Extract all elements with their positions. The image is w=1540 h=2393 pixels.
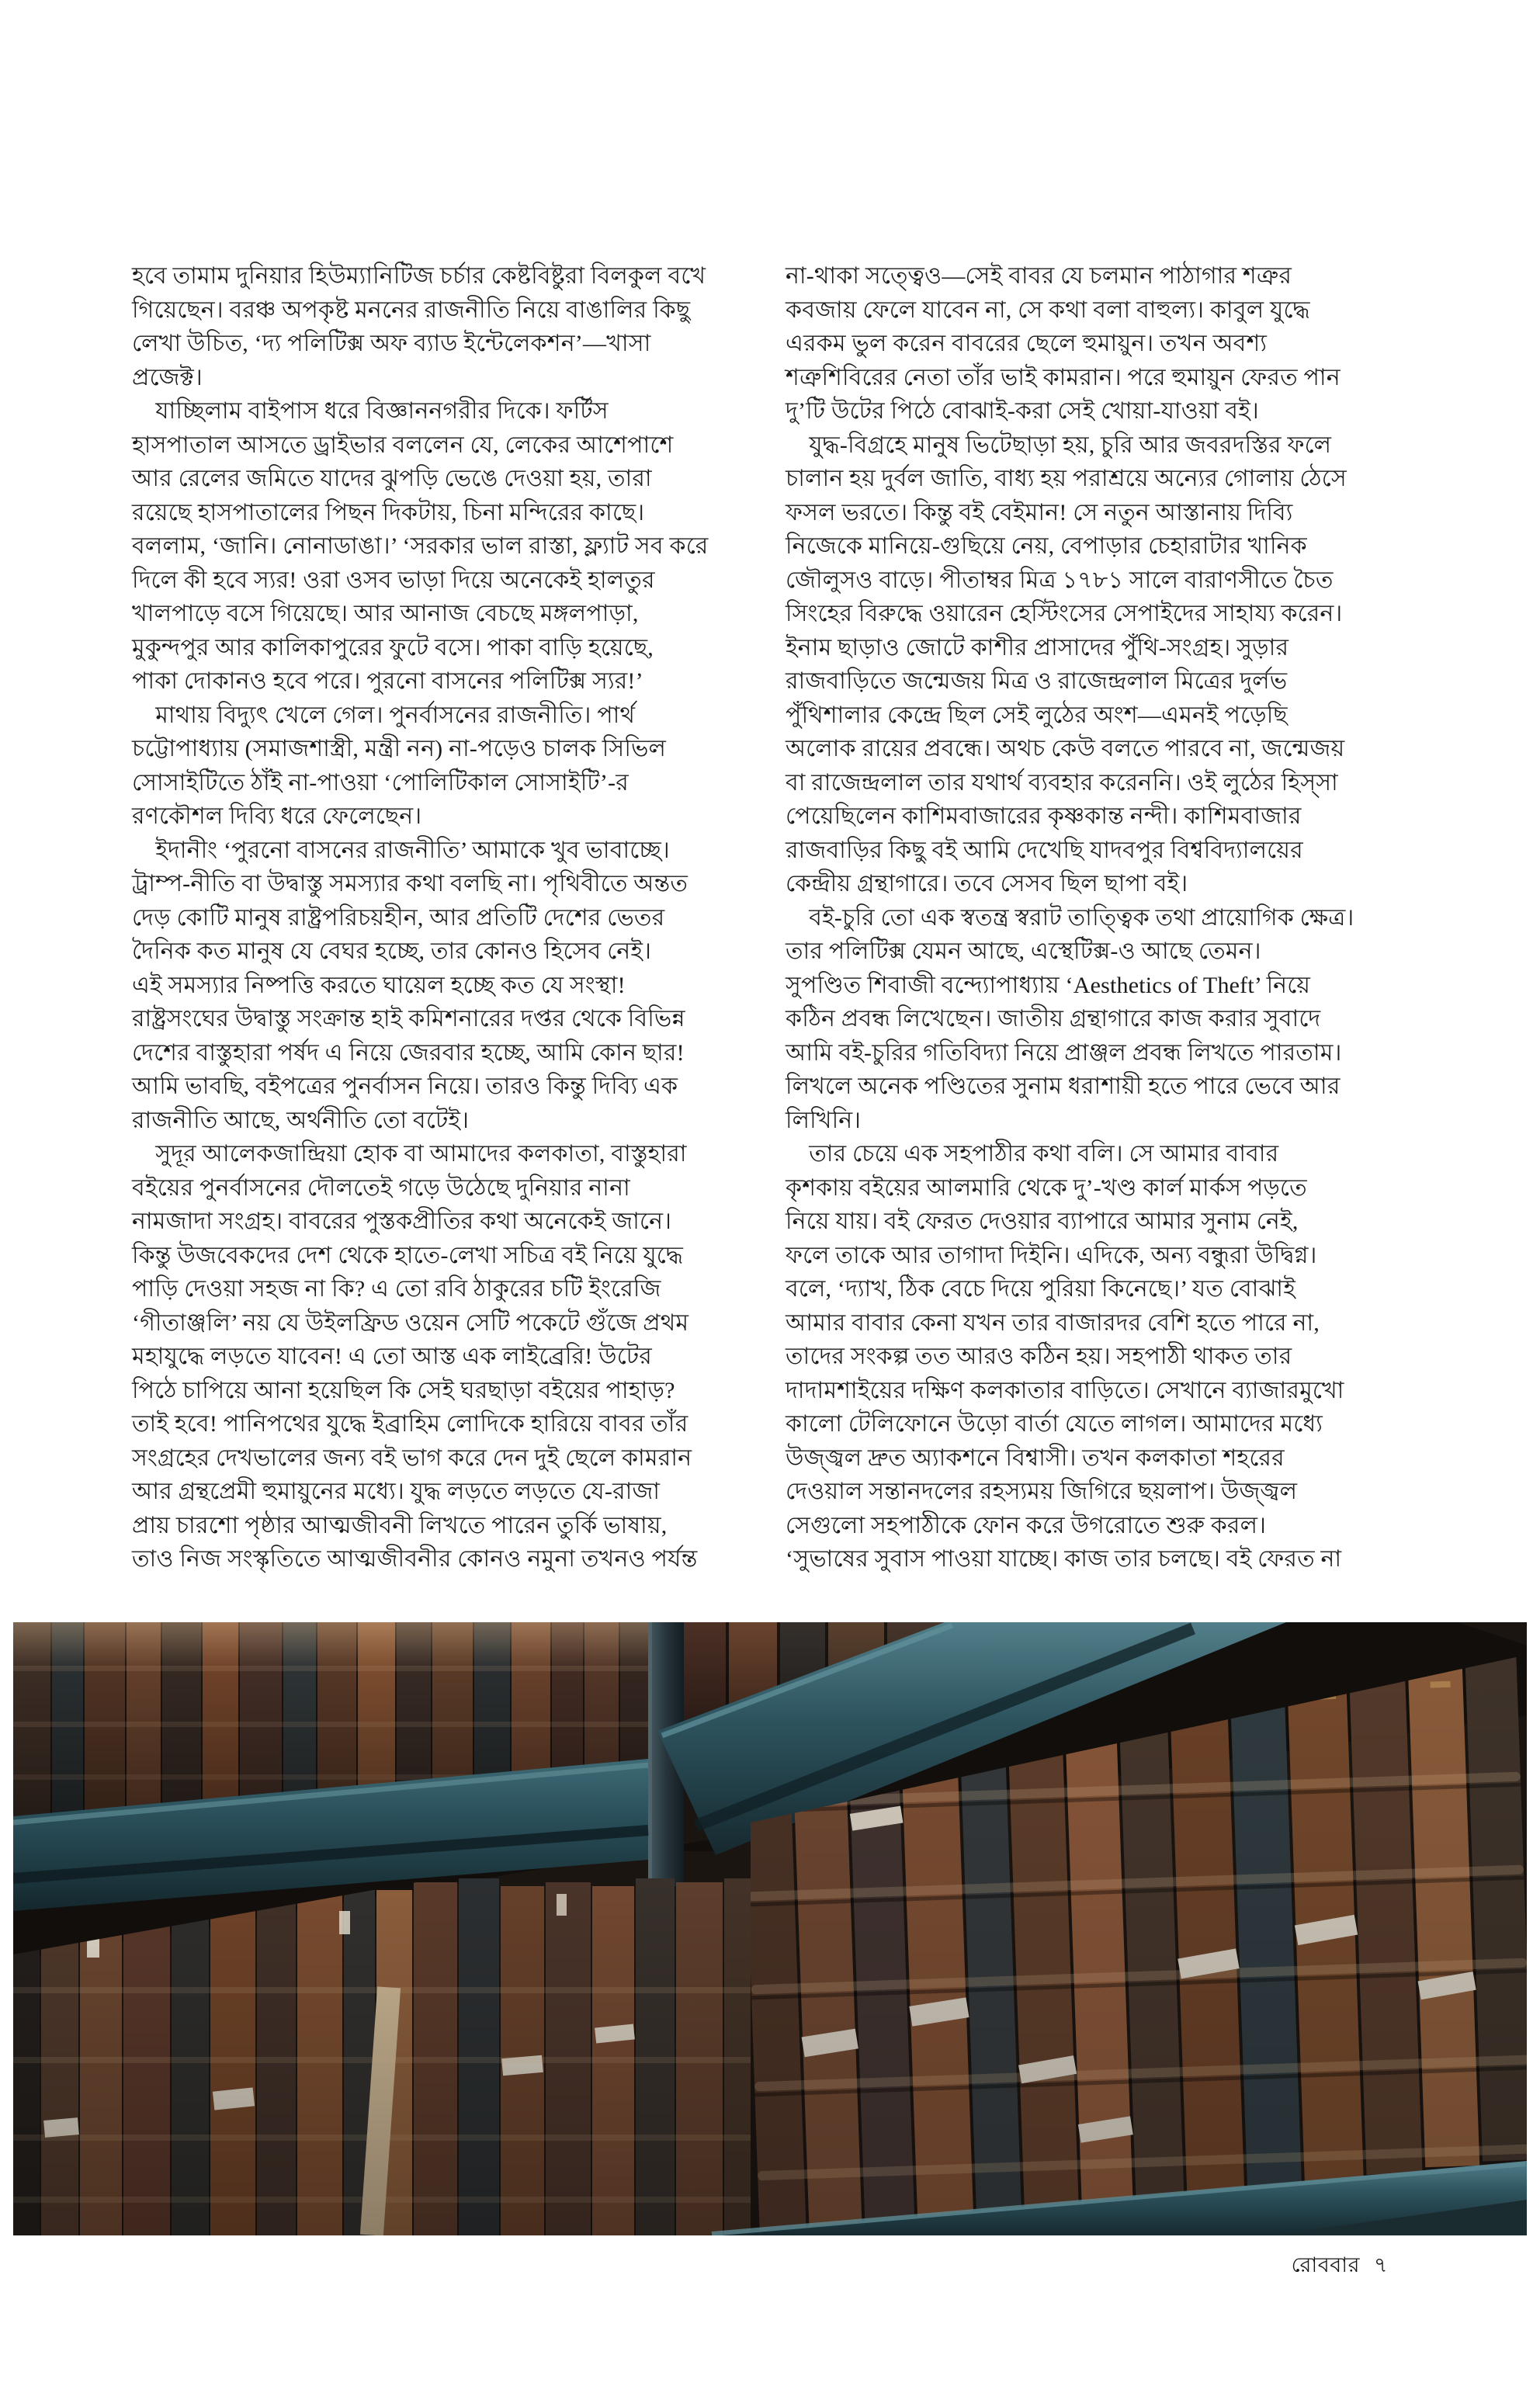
- text-line: মাথায় বিদ্যুৎ খেলে গেল। পুনর্বাসনের রাজনীতি। পার্থ: [132, 702, 636, 728]
- text-line: পাড়ি দেওয়া সহজ না কি? এ তো রবি ঠাকুরের চটি ইংরেজি: [132, 1276, 661, 1302]
- text-line: প্রজেক্ট।: [132, 364, 203, 390]
- text-line: এরকম ভুল করেন বাবরের ছেলে হুমায়ুন। তখন অবশ্য: [786, 331, 1268, 356]
- text-line: সুদূর আলেকজান্দ্রিয়া হোক বা আমাদের কলকাতা, বাস্তুহারা: [132, 1141, 687, 1167]
- text-line: ইদানীং ‘পুরনো বাসনের রাজনীতি’ আমাকে খুব ভাবাচ্ছে।: [132, 837, 670, 863]
- text-line: গিয়েছেন। বরঞ্চ অপকৃষ্ট মননের রাজনীতি নিয়ে বাঙালির কিছু: [132, 297, 691, 323]
- text-line: দেওয়াল সন্তানদলের রহস্যময় জিগিরে ছয়লাপ। উজ্জ্বল: [786, 1479, 1298, 1504]
- text-line: সোসাইটিতে ঠাঁই না-পাওয়া ‘পোলিটিকাল সোসাইটি’-র: [132, 769, 629, 796]
- page-number: ৭: [1373, 2253, 1388, 2277]
- text-line: বই-চুরি তো এক স্বতন্ত্র স্বরাট তাত্ত্বিক তথা প্রায়োগিক ক্ষেত্র।: [786, 904, 1354, 931]
- magazine-name: রোববার: [1291, 2253, 1360, 2277]
- text-line: পুঁথিশালার কেন্দ্রে ছিল সেই লুঠের অংশ—এমনই পড়েছি: [786, 702, 1288, 728]
- text-line: দেশের বাস্তুহারা পর্ষদ এ নিয়ে জেরবার হচ্ছে, আমি কোন ছার!: [132, 1039, 685, 1066]
- text-line: চালান হয় দুর্বল জাতি, বাধ্য হয় পরাশ্রয়ে অন্যের গোলায় ঠেসে: [786, 466, 1347, 491]
- text-line: নামজাদা সংগ্রহ। বাবরের পুস্তকপ্রীতির কথা অনেকেই জানে।: [132, 1209, 672, 1234]
- text-line: প্রায় চারশো পৃষ্ঠার আত্মজীবনী লিখতে পারেন তুর্কি ভাষায়,: [132, 1512, 668, 1538]
- text-line: রাষ্ট্রসংঘের উদ্বাস্তু সংক্রান্ত হাই কমিশনারের দপ্তর থেকে বিভিন্ন: [132, 1006, 685, 1032]
- text-line: বললাম, ‘জানি। নোনাডাঙা।’ ‘সরকার ভাল রাস্তা, ফ্ল্যাট সব করে: [132, 533, 709, 559]
- text-line: রয়েছে হাসপাতালের পিছন দিকটায়, চিনা মন্দিরের কাছে।: [132, 499, 645, 525]
- text-line: তার পলিটিক্স যেমন আছে, এস্থেটিক্স-ও আছে তেমন।: [786, 938, 1261, 964]
- text-line: তার চেয়ে এক সহপাঠীর কথা বলি। সে আমার বাবার: [786, 1141, 1279, 1167]
- text-line: ‘গীতাঞ্জলি’ নয় যে উইলফ্রিড ওয়েন সেটি পকেটে গুঁজে প্রথম: [132, 1309, 689, 1336]
- text-line: লেখা উচিত, ‘দ্য পলিটিক্স অফ ব্যাড ইন্টেলেকশন’—খাসা: [132, 331, 651, 356]
- text-line: তাদের সংকল্প তত আরও কঠিন হয়। সহপাঠী থাকত তার: [786, 1344, 1292, 1369]
- text-line: লিখলে অনেক পণ্ডিতের সুনাম ধরাশায়ী হতে পারে ভেবে আর: [786, 1073, 1341, 1099]
- text-line: কঠিন প্রবন্ধ লিখেছেন। জাতীয় গ্রন্থাগারে কাজ করার সুবাদে: [786, 1006, 1321, 1032]
- text-line: কিন্তু উজবেকদের দেশ থেকে হাতে-লেখা সচিত্র বই নিয়ে যুদ্ধে: [132, 1242, 684, 1268]
- text-line: লিখিনি।: [786, 1107, 862, 1133]
- text-line: দৈনিক কত মানুষ যে বেঘর হচ্ছে, তার কোনও হিসেব নেই।: [132, 938, 652, 964]
- text-line: রাজনীতি আছে, অর্থনীতি তো বটেই।: [132, 1107, 470, 1133]
- text-line: ইনাম ছাড়াও জোটে কাশীর প্রাসাদের পুঁথি-সংগ্রহ। সুড়ার: [786, 634, 1289, 661]
- books-photo: [13, 1622, 1527, 2235]
- text-line: সুপণ্ডিত শিবাজী বন্দ্যোপাধ্যায় ‘Aesthetics of Theft’ নিয়ে: [786, 972, 1311, 998]
- text-line: বইয়ের পুনর্বাসনের দৌলতেই গড়ে উঠেছে দুনিয়ার নানা: [132, 1174, 630, 1201]
- text-line: কালো টেলিফোনে উড়ো বার্তা যেতে লাগল। আমাদের মধ্যে: [786, 1411, 1323, 1437]
- text-line: মহাযুদ্ধে লড়তে যাবেন! এ তো আস্ত এক লাইব্রেরি! উটের: [132, 1344, 653, 1369]
- text-line: দিলে কী হবে স্যর! ওরা ওসব ভাড়া দিয়ে অনেকেই হালতুর: [132, 567, 655, 593]
- text-line: উজ্জ্বল দ্রুত অ্যাকশনে বিশ্বাসী। তখন কলকাতা শহরের: [786, 1444, 1285, 1471]
- text-line: না-থাকা সত্ত্বেও—সেই বাবর যে চলমান পাঠাগার শত্রুর: [786, 263, 1292, 289]
- text-line: রাজবাড়ির কিছু বই আমি দেখেছি যাদবপুর বিশ্ববিদ্যালয়ের: [786, 837, 1303, 863]
- text-line: সংগ্রহের দেখভালের জন্য বই ভাগ করে দেন দুই ছেলে কামরান: [132, 1444, 692, 1471]
- text-line: কৃশকায় বইয়ের আলমারি থেকে দু’-খণ্ড কার্ল মার্কস পড়তে: [786, 1174, 1307, 1201]
- text-line: দাদামশাইয়ের দক্ষিণ কলকাতার বাড়িতে। সেখানে ব্যাজারমুখো: [786, 1377, 1344, 1403]
- text-line: খালপাড়ে বসে গিয়েছে। আর আনাজ বেচছে মঙ্গলপাড়া,: [132, 601, 639, 626]
- text-line: হাসপাতাল আসতে ড্রাইভার বললেন যে, লেকের আশেপাশে: [132, 432, 674, 458]
- text-line: নিয়ে যায়। বই ফেরত দেওয়ার ব্যাপারে আমার সুনাম নেই,: [786, 1209, 1299, 1234]
- text-line: বলে, ‘দ্যাখ, ঠিক বেচে দিয়ে পুরিয়া কিনেছে।’ যত বোঝাই: [786, 1276, 1295, 1302]
- page-footer: [1292, 2249, 1388, 2284]
- text-line: ফলে তাকে আর তাগাদা দিইনি। এদিকে, অন্য বন্ধুরা উদ্বিগ্ন।: [786, 1242, 1317, 1268]
- text-line: বা রাজেন্দ্রলাল তার যথার্থ ব্যবহার করেননি। ওই লুঠের হিস্সা: [786, 769, 1338, 796]
- text-line: ট্রাম্প-নীতি বা উদ্বাস্তু সমস্যার কথা বলছি না। পৃথিবীতে অন্তত: [132, 871, 688, 897]
- text-line: ‘সুভাষের সুবাস পাওয়া যাচ্ছে। কাজ তার চলছে। বই ফেরত না: [786, 1546, 1342, 1572]
- text-line: পাকা দোকানও হবে পরে। পুরনো বাসনের পলিটিক্স স্যর!’: [132, 668, 643, 694]
- text-line: রাজবাড়িতে জন্মেজয় মিত্র ও রাজেন্দ্রলাল মিত্রের দুর্লভ: [786, 668, 1288, 694]
- text-line: কবজায় ফেলে যাবেন না, সে কথা বলা বাহুল্য। কাবুল যুদ্ধে: [786, 297, 1310, 323]
- text-line: সেগুলো সহপাঠীকে ফোন করে উগরোতে শুরু করল।: [786, 1512, 1267, 1538]
- text-line: আমার বাবার কেনা যখন তার বাজারদর বেশি হতে পারে না,: [786, 1309, 1320, 1336]
- text-line: দু’টি উটের পিঠে বোঝাই-করা সেই খোয়া-যাওয়া বই।: [786, 398, 1259, 424]
- text-line: রণকৌশল দিব্যি ধরে ফেলেছেন।: [132, 803, 422, 829]
- text-line: অলোক রায়ের প্রবন্ধে। অথচ কেউ বলতে পারবে না, জন্মেজয়: [786, 736, 1345, 761]
- text-line: এই সমস্যার নিষ্পত্তি করতে ঘায়েল হচ্ছে কত যে সংস্থা!: [132, 972, 626, 998]
- article-column-left: [132, 259, 744, 1576]
- text-line: মুকুন্দপুর আর কালিকাপুরের ফুটে বসে। পাকা বাড়ি হয়েছে,: [132, 634, 654, 661]
- text-line: পেয়েছিলেন কাশিমবাজারের কৃষ্ণকান্ত নন্দী। কাশিমবাজার: [786, 803, 1302, 829]
- text-line: তাও নিজ সংস্কৃতিতে আত্মজীবনীর কোনও নমুনা তখনও পর্যন্ত: [132, 1546, 698, 1572]
- text-line: জৌলুসও বাড়ে। পীতাম্বর মিত্র ১৭৮১ সালে বারাণসীতে চৈত: [786, 567, 1334, 593]
- text-line: কেন্দ্রীয় গ্রন্থাগারে। তবে সেসব ছিল ছাপা বই।: [786, 871, 1188, 897]
- text-line: ফসল ভরতে। কিন্তু বই বেইমান! সে নতুন আস্তানায় দিব্যি: [786, 499, 1293, 525]
- article-column-right: [786, 259, 1400, 1576]
- text-line: শত্রুশিবিরের নেতা তাঁর ভাই কামরান। পরে হুমায়ুন ফেরত পান: [786, 364, 1341, 390]
- text-line: পিঠে চাপিয়ে আনা হয়েছিল কি সেই ঘরছাড়া বইয়ের পাহাড়?: [132, 1377, 675, 1403]
- text-line: আর গ্রন্থপ্রেমী হুমায়ুনের মধ্যে। যুদ্ধ লড়তে লড়তে যে-রাজা: [132, 1479, 661, 1504]
- text-line: সিংহের বিরুদ্ধে ওয়ারেন হেস্টিংসের সেপাইদের সাহায্য করেন।: [786, 601, 1343, 626]
- text-line: দেড় কোটি মানুষ রাষ্ট্রপরিচয়হীন, আর প্রতিটি দেশের ভেতর: [132, 904, 665, 931]
- text-line: আমি ভাবছি, বইপত্রের পুনর্বাসন নিয়ে। তারও কিন্তু দিব্যি এক: [132, 1073, 678, 1099]
- text-line: আমি বই-চুরির গতিবিদ্যা নিয়ে প্রাঞ্জল প্রবন্ধ লিখতে পারতাম।: [786, 1039, 1342, 1066]
- text-line: যুদ্ধ-বিগ্রহে মানুষ ভিটেছাড়া হয়, চুরি আর জবরদস্তির ফলে: [786, 432, 1332, 458]
- text-line: তাই হবে! পানিপথের যুদ্ধে ইব্রাহিম লোদিকে হারিয়ে বাবর তাঁর: [132, 1411, 688, 1437]
- books-photo-illustration: [13, 1622, 1527, 2235]
- text-line: চট্টোপাধ্যায় (সমাজশাস্ত্রী, মন্ত্রী নন) না-পড়েও চালক সিভিল: [132, 736, 667, 761]
- text-line: নিজেকে মানিয়ে-গুছিয়ে নেয়, বেপাড়ার চেহারাটার খানিক: [786, 533, 1307, 559]
- text-line: হবে তামাম দুনিয়ার হিউম্যানিটিজ চর্চার কেষ্টবিষ্টুরা বিলকুল বখে: [132, 263, 706, 289]
- text-line: যাচ্ছিলাম বাইপাস ধরে বিজ্ঞাননগরীর দিকে। ফর্টিস: [132, 398, 609, 424]
- text-line: আর রেলের জমিতে যাদের ঝুপড়ি ভেঙে দেওয়া হয়, তারা: [132, 466, 652, 491]
